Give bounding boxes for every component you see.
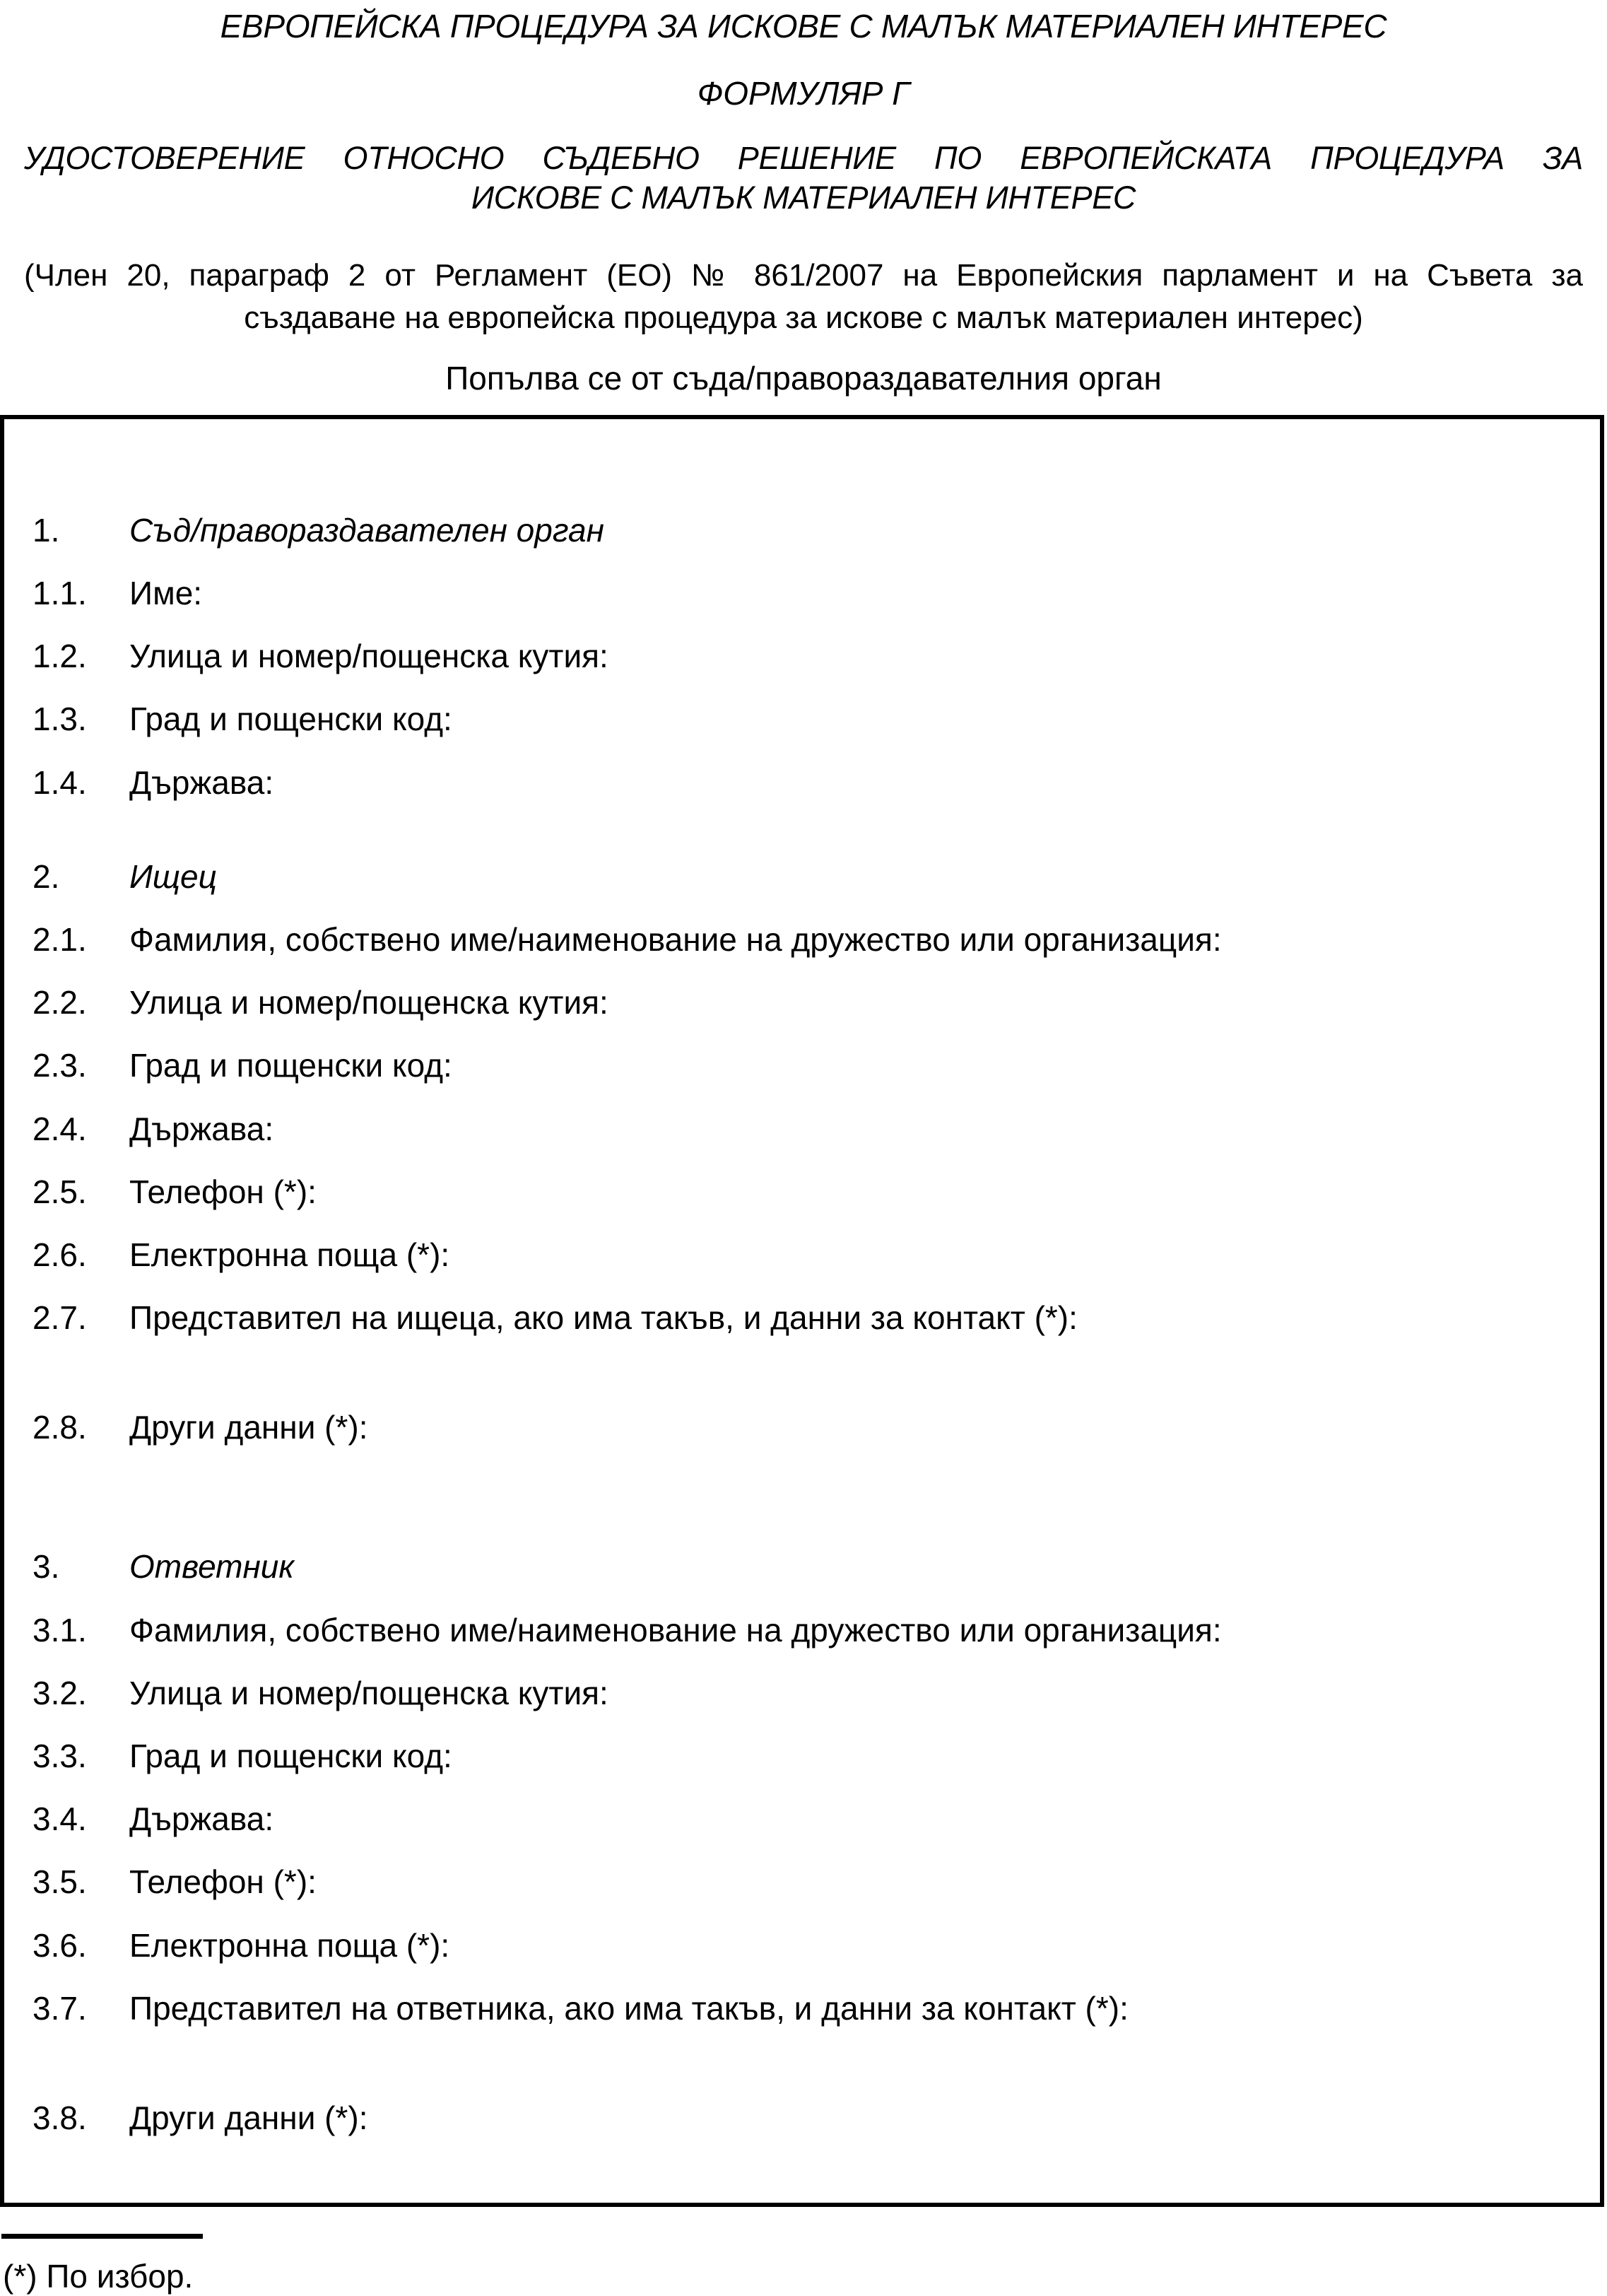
item-number: 3.4. — [33, 1800, 87, 1838]
regulation-note-line1: (Член 20, параграф 2 от Регламент (ЕО) № 861/2007 на Европейския парламент и на Съвета за — [24, 257, 1583, 293]
item-number: 3.6. — [33, 1926, 87, 1964]
item-label: Държава: — [129, 763, 274, 801]
form-item-1-2 — [33, 637, 1572, 676]
item-number: 3.8. — [33, 2099, 87, 2136]
item-label: Улица и номер/пощенска кутия: — [129, 638, 608, 675]
item-number: 3.1. — [33, 1611, 87, 1648]
item-number: 2.4. — [33, 1110, 87, 1147]
completed-by-note: Попълва се от съда/правораздавателния орган — [445, 359, 1162, 397]
procedure-title: ЕВРОПЕЙСКА ПРОЦЕДУРА ЗА ИСКОВЕ С МАЛЪК МАТЕРИАЛЕН ИНТЕРЕС — [220, 8, 1387, 45]
item-label: Други данни (*): — [129, 1409, 368, 1446]
form-item-2-8 — [33, 1408, 1572, 1447]
form-item-2-5 — [33, 1173, 1572, 1212]
form-item-2-4 — [33, 1110, 1572, 1149]
item-label: Улица и номер/пощенска кутия: — [129, 1674, 608, 1711]
item-label: Град и пощенски код: — [129, 701, 452, 738]
form-item-2 — [33, 857, 1572, 896]
form-item-2-6 — [33, 1236, 1572, 1275]
item-label: Телефон (*): — [129, 1173, 317, 1210]
item-number: 2.5. — [33, 1173, 87, 1210]
item-label: Електронна поща (*): — [129, 1926, 450, 1964]
item-number: 1.4. — [33, 763, 87, 801]
item-label: Град и пощенски код: — [129, 1047, 452, 1084]
form-item-1-3 — [33, 700, 1572, 739]
item-label: Ответник — [129, 1548, 295, 1586]
item-label: Съд/правораздавателен орган — [129, 511, 604, 549]
footnote-divider — [1, 2234, 203, 2239]
form-item-3-8 — [33, 2099, 1572, 2138]
item-label: Град и пощенски код: — [129, 1738, 452, 1774]
form-item-1-4 — [33, 763, 1572, 802]
item-label: Други данни (*): — [129, 2099, 368, 2136]
form-item-1-1 — [33, 574, 1572, 613]
form-item-3-5 — [33, 1863, 1572, 1902]
item-label: Държава: — [129, 1110, 274, 1147]
item-number: 3.3. — [33, 1738, 87, 1774]
form-item-3-3 — [33, 1737, 1572, 1776]
item-number: 3.5. — [33, 1863, 87, 1901]
item-label: Представител на ищеца, ако има такъв, и данни за контакт (*): — [129, 1299, 1078, 1337]
item-label: Фамилия, собствено име/наименование на дружество или организация: — [129, 1611, 1222, 1648]
item-label: Улица и номер/пощенска кутия: — [129, 984, 608, 1021]
item-number: 2.8. — [33, 1409, 87, 1446]
certificate-title-line2: ИСКОВЕ С МАЛЪК МАТЕРИАЛЕН ИНТЕРЕС — [471, 180, 1136, 216]
item-number: 3. — [33, 1548, 60, 1586]
regulation-note-line2: създаване на европейска процедура за искове с малък материален интерес) — [244, 300, 1363, 335]
form-item-3-7 — [33, 1989, 1572, 2028]
form-item-3 — [33, 1547, 1572, 1586]
item-number: 1.3. — [33, 701, 87, 738]
form-item-2-1 — [33, 920, 1572, 959]
document-header — [0, 0, 1607, 398]
item-number: 2.3. — [33, 1047, 87, 1084]
form-item-3-6 — [33, 1926, 1572, 1965]
item-number: 2.2. — [33, 984, 87, 1021]
item-label: Фамилия, собствено име/наименование на дружество или организация: — [129, 920, 1222, 958]
item-number: 2. — [33, 857, 60, 895]
form-item-3-4 — [33, 1800, 1572, 1839]
certificate-title — [24, 139, 1583, 218]
item-label: Държава: — [129, 1800, 274, 1838]
item-label: Ищец — [129, 857, 217, 895]
item-number: 3.2. — [33, 1674, 87, 1711]
form-item-1 — [33, 511, 1572, 550]
form-label: ФОРМУЛЯР Г — [697, 75, 910, 112]
footnote-text: (*) По избор. — [3, 2258, 194, 2295]
form-item-3-1 — [33, 1611, 1572, 1650]
item-number: 2.6. — [33, 1236, 87, 1273]
item-label: Представител на ответника, ако има такъв, и данни за контакт (*): — [129, 1989, 1129, 2027]
form-box — [0, 415, 1604, 2207]
form-item-2-2 — [33, 983, 1572, 1022]
regulation-note — [24, 254, 1583, 339]
item-number: 1.1. — [33, 575, 87, 611]
form-item-2-3 — [33, 1046, 1572, 1085]
certificate-title-line1: УДОСТОВЕРЕНИЕ ОТНОСНО СЪДЕБНО РЕШЕНИЕ ПО ЕВРОПЕЙСКАТА ПРОЦЕДУРА ЗА — [24, 140, 1583, 177]
item-number: 1. — [33, 511, 60, 549]
form-item-2-7 — [33, 1299, 1572, 1337]
item-number: 2.1. — [33, 920, 87, 958]
item-number: 2.7. — [33, 1299, 87, 1337]
item-label: Електронна поща (*): — [129, 1236, 450, 1273]
item-label: Телефон (*): — [129, 1863, 317, 1901]
item-number: 1.2. — [33, 638, 87, 675]
form-item-3-2 — [33, 1674, 1572, 1713]
item-label: Име: — [129, 575, 203, 611]
item-number: 3.7. — [33, 1989, 87, 2027]
